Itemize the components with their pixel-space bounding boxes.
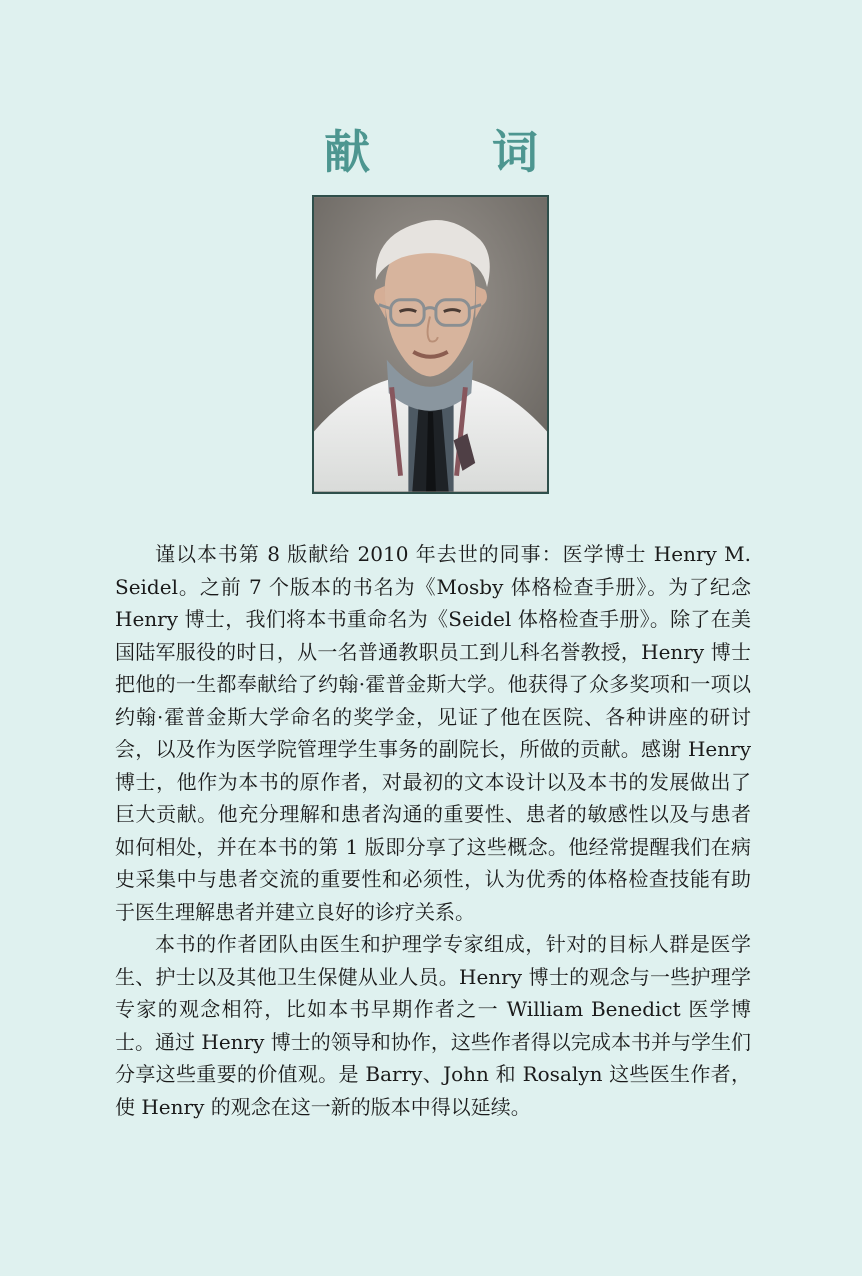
portrait-photo-icon [314, 197, 547, 492]
dedication-body [115, 538, 751, 1123]
paragraph-1: 谨以本书第 8 版献给 2010 年去世的同事：医学博士 Henry M. Seidel。之前 7 个版本的书名为《Mosby 体格检查手册》。为了纪念 Henry 博士，我们将本书重命名为《Seidel 体格检查手册》。除了在美国陆军服役的时日，从一名普通教职员工到儿科名誉教授，Henry 博士把他的一生都奉献给了约翰·霍普金斯大学。他获得了众多奖项和一项以约翰·霍普金斯大学命名的奖学金，见证了他在医院、各种讲座的研讨会，以及作为医学院管理学生事务的副院长，所做的贡献。感谢 Henry 博士，他作为本书的原作者，对最初的文本设计以及本书的发展做出了巨大贡献。他充分理解和患者沟通的重要性、患者的敏感性以及与患者如何相处，并在本书的第 1 版即分享了这些概念。他经常提醒我们在病史采集中与患者交流的重要性和必须性，认为优秀的体格检查技能有助于医生理解患者并建立良好的诊疗关系。 [115, 542, 751, 924]
paragraph-2: 本书的作者团队由医生和护理学专家组成，针对的目标人群是医学生、护士以及其他卫生保健从业人员。Henry 博士的观念与一些护理学专家的观念相符，比如本书早期作者之一 William Benedict 医学博士。通过 Henry 博士的领导和协作，这些作者得以完成本书并与学生们分享这些重要的价值观。是 Barry、John 和 Rosalyn 这些医生作者，使 Henry 的观念在这一新的版本中得以延续。 [115, 932, 751, 1119]
portrait-photo [312, 195, 549, 494]
page-title: 献 词 [324, 125, 576, 179]
